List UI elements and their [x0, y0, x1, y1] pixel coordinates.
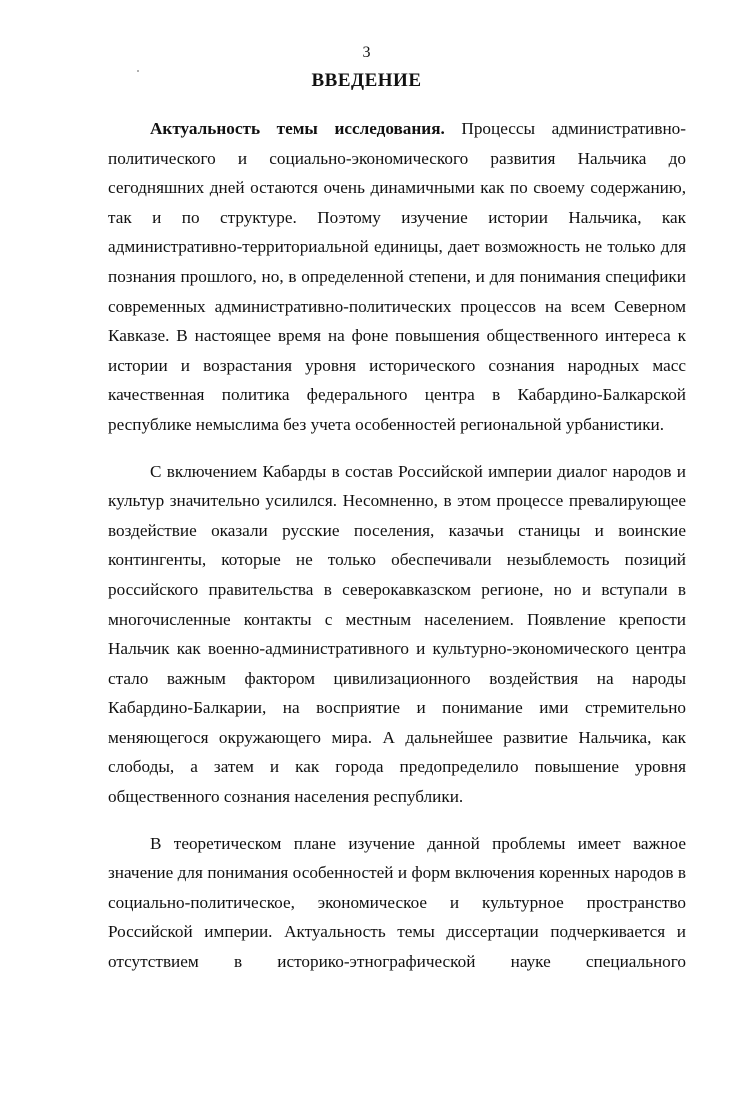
page-number: 3 — [362, 44, 371, 61]
paragraph-lead: Актуальность темы исследования. — [150, 119, 445, 138]
paragraph-text: С включением Кабарды в состав Российской империи диалог народов и культур значительно усилился. Несомненно, в этом процессе превалирующее воздействие оказали русские поселения, казачьи станицы и воинские контингенты, которые не только обеспечивали незыблемость позиций российского правительства в северокавказском регионе, но и вступали в многочисленные контакты с местным населением. Появление крепости Нальчик как военно-административного и культурно-экономического центра стало важным фактором цивилизационного воздействия на народы Кабардино-Балкарии, на восприятие и понимание ими стремительно меняющегося окружающего мира. А дальнейшее развитие Нальчика, как слободы, а затем и как города предопределило повышение уровня общественного сознания населения республики. — [108, 461, 686, 807]
paragraph-relevance — [108, 114, 686, 440]
section-title: ВВЕДЕНИЕ — [311, 70, 422, 91]
body-text — [108, 114, 686, 977]
paragraph-text: В теоретическом плане изучение данной проблемы имеет важное значение для понимания особенностей и форм включения коренных народов в социально-политическое, экономическое и культурное пространство Российской империи. Актуальность темы диссертации подчеркивается и отсутствием в историко-этнографической науке специального — [108, 833, 686, 972]
paragraph-kabarda — [108, 457, 686, 812]
paragraph-text: Процессы административно-политического и социально-экономического развития Нальчика до сегодняшних дней остаются очень динамичными как по своему содержанию, так и по структуре. Поэтому изучение истории Нальчика, как административно-территориальной единицы, дает возможность не только для познания прошлого, но, в определенной степени, и для понимания специфики современных административно-политических процессов на всем Северном Кавказе. В настоящее время на фоне повышения общественного интереса к истории и возрастания уровня исторического сознания народных масс качественная политика федерального центра в Кабардино-Балкарской республике немыслима без учета особенностей региональной урбанистики. — [108, 119, 686, 434]
paragraph-theory — [108, 829, 686, 977]
